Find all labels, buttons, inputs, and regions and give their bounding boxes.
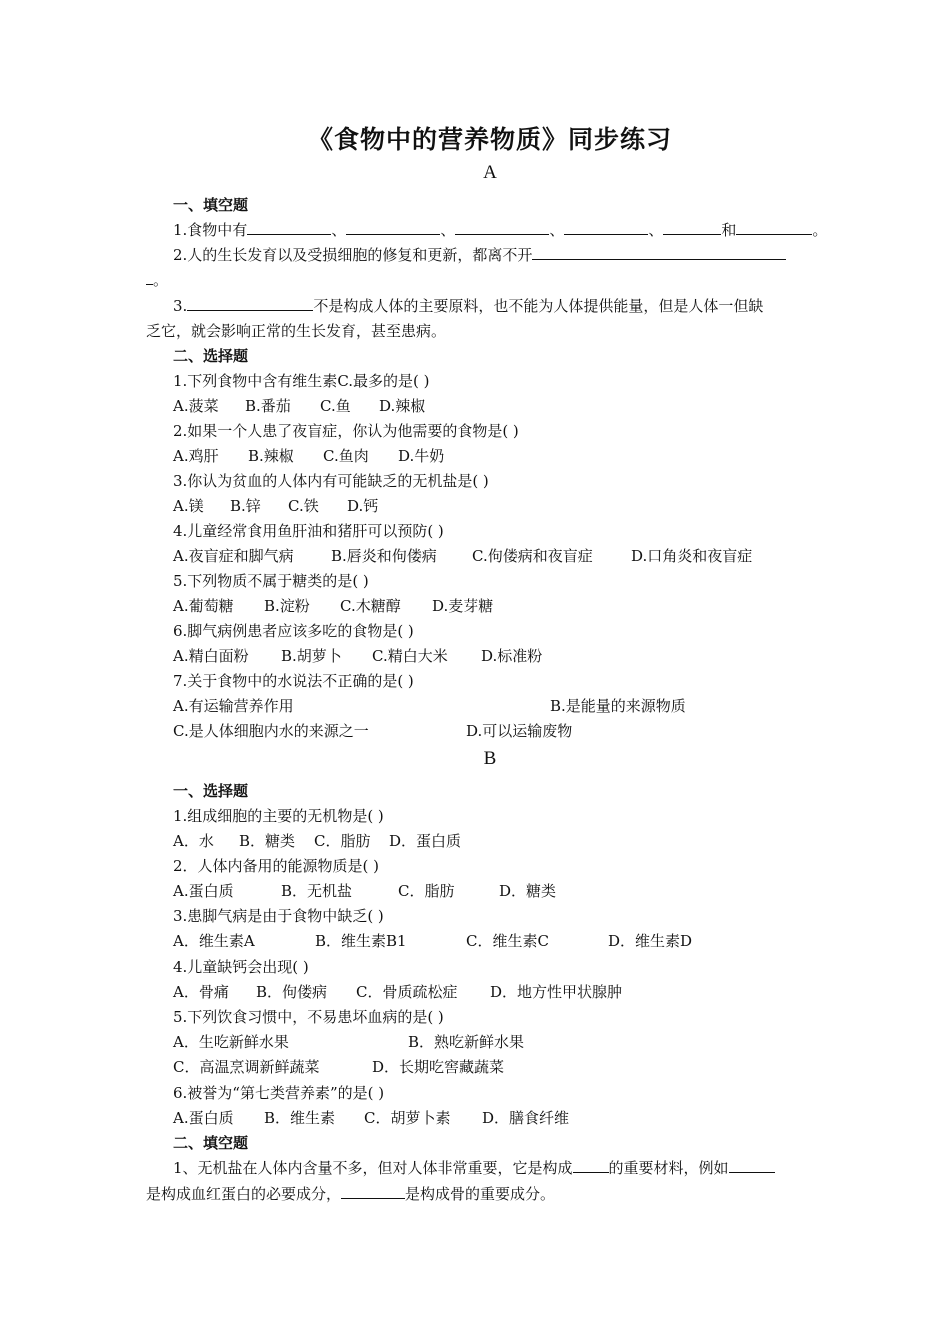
b-choice-q6-options [173, 1108, 569, 1128]
section-b-fill-heading: 二、填空题 [173, 1134, 249, 1152]
option-b[interactable]: B.辣椒 [248, 447, 294, 465]
b-choice-q2-options [173, 881, 556, 901]
b-fill-q1-line2: 是构成血红蛋白的必要成分， 是构成骨的重要成分。 [146, 1185, 556, 1203]
option-d[interactable]: D．糖类 [499, 882, 557, 900]
option-b[interactable]: B.番茄 [245, 397, 291, 415]
option-a[interactable]: A.鸡肝 [173, 447, 219, 465]
option-b[interactable]: B．维生素B1 [315, 932, 407, 950]
option-b[interactable]: B.是能量的来源物质 [550, 697, 686, 715]
option-a[interactable]: A.夜盲症和脚气病 [173, 547, 294, 565]
option-c[interactable]: C．维生素C [466, 932, 549, 950]
option-c[interactable]: C．脂肪 [314, 832, 371, 850]
option-c[interactable]: C.铁 [288, 497, 319, 515]
option-b[interactable]: B.锌 [230, 497, 261, 515]
b-choice-q4: 4.儿童缺钙会出现( ) [173, 958, 309, 976]
a-choice-q1: 1.下列食物中含有维生素C.最多的是( ) [173, 372, 430, 390]
option-d[interactable]: D.牛奶 [398, 447, 445, 465]
a-choice-q6-options [173, 646, 542, 666]
option-a[interactable]: A.有运输营养作用 [173, 697, 294, 715]
option-d[interactable]: D．维生素D [608, 932, 693, 950]
a-fill-q2-end: 。 [146, 270, 168, 290]
option-d[interactable]: D.麦芽糖 [432, 597, 494, 615]
option-c[interactable]: C.佝偻病和夜盲症 [472, 547, 593, 565]
option-c[interactable]: C.精白大米 [372, 647, 448, 665]
option-a[interactable]: A.镁 [173, 497, 204, 515]
option-d[interactable]: D.标准粉 [481, 647, 543, 665]
option-a[interactable]: A.蛋白质 [173, 882, 234, 900]
option-c[interactable]: C.鱼 [320, 397, 351, 415]
section-b-choice-heading: 一、选择题 [173, 782, 249, 800]
b-choice-q5-options-row1 [173, 1032, 524, 1052]
option-d[interactable]: D．膳食纤维 [482, 1109, 570, 1127]
section-a-fill-heading: 一、填空题 [173, 196, 249, 214]
a-choice-q7-options-row1 [173, 696, 686, 716]
a-choice-q3: 3.你认为贫血的人体内有可能缺乏的无机盐是( ) [173, 472, 489, 490]
option-b[interactable]: B．糖类 [239, 832, 296, 850]
option-d[interactable]: D．长期吃窖藏蔬菜 [372, 1058, 505, 1076]
option-c[interactable]: C.是人体细胞内水的来源之一 [173, 722, 369, 740]
a-choice-q3-options [173, 496, 378, 516]
a-choice-q7: 7.关于食物中的水说法不正确的是( ) [173, 672, 414, 690]
option-c[interactable]: C．骨质疏松症 [356, 983, 458, 1001]
option-b[interactable]: B.胡萝卜 [281, 647, 342, 665]
page-title: 《食物中的营养物质》同步练习 [307, 125, 672, 154]
b-choice-q1-options [173, 831, 461, 851]
b-choice-q6: 6.被誉为“第七类营养素”的是( ) [173, 1084, 385, 1102]
a-choice-q7-options-row2 [173, 721, 572, 741]
option-a[interactable]: A．水 [173, 832, 214, 850]
a-choice-q2: 2.如果一个人患了夜盲症，你认为他需要的食物是( ) [173, 422, 519, 440]
section-b-label: B [483, 748, 497, 769]
b-choice-q1: 1.组成细胞的主要的无机物是( ) [173, 807, 384, 825]
option-c[interactable]: C．胡萝卜素 [364, 1109, 451, 1127]
b-choice-q3: 3.患脚气病是由于食物中缺乏( ) [173, 907, 384, 925]
option-a[interactable]: A.菠菜 [173, 397, 219, 415]
option-a[interactable]: A．骨痛 [173, 983, 229, 1001]
a-choice-q5-options [173, 596, 493, 616]
option-b[interactable]: B.淀粉 [264, 597, 310, 615]
option-b[interactable]: B.唇炎和佝偻病 [331, 547, 437, 565]
a-fill-q1: 1.食物中有 、 、 、 、 和 。 [173, 221, 828, 239]
a-choice-q2-options [173, 446, 444, 466]
option-d[interactable]: D．蛋白质 [389, 832, 462, 850]
option-a[interactable]: A.蛋白质 [173, 1109, 234, 1127]
b-choice-q2: 2．人体内备用的能源物质是( ) [173, 857, 380, 875]
a-choice-q4-options [173, 546, 752, 566]
option-c[interactable]: C．高温烹调新鲜蔬菜 [173, 1058, 320, 1076]
b-choice-q5-options-row2 [173, 1057, 504, 1077]
option-a[interactable]: A.葡萄糖 [173, 597, 234, 615]
option-c[interactable]: C.鱼肉 [323, 447, 369, 465]
a-fill-q3: 3. 不是构成人体的主要原料，也不能为人体提供能量，但是人体一但缺 [173, 297, 764, 315]
b-choice-q4-options [173, 982, 622, 1002]
option-c[interactable]: C．脂肪 [398, 882, 455, 900]
option-a[interactable]: A．生吃新鲜水果 [173, 1033, 289, 1051]
option-c[interactable]: C.木糖醇 [340, 597, 401, 615]
option-d[interactable]: D.辣椒 [379, 397, 426, 415]
option-b[interactable]: B．佝偻病 [256, 983, 328, 1001]
a-choice-q5: 5.下列物质不属于糖类的是( ) [173, 572, 369, 590]
option-d[interactable]: D.口角炎和夜盲症 [631, 547, 753, 565]
b-choice-q3-options [173, 931, 692, 951]
option-b[interactable]: B．熟吃新鲜水果 [408, 1033, 525, 1051]
section-a-choice-heading: 二、选择题 [173, 347, 249, 365]
option-b[interactable]: B．维生素 [264, 1109, 336, 1127]
a-choice-q1-options [173, 396, 425, 416]
a-fill-q2: 2.人的生长发育以及受损细胞的修复和更新，都离不开 [173, 245, 786, 265]
b-choice-q5: 5.下列饮食习惯中，不易患坏血病的是( ) [173, 1008, 444, 1026]
option-b[interactable]: B．无机盐 [281, 882, 353, 900]
section-a-label: A [483, 162, 497, 183]
a-fill-q3-line2: 乏它，就会影响正常的生长发育，甚至患病。 [146, 322, 447, 340]
option-d[interactable]: D.钙 [347, 497, 379, 515]
option-a[interactable]: A．维生素A [173, 932, 255, 950]
option-d[interactable]: D.可以运输废物 [466, 722, 573, 740]
option-a[interactable]: A.精白面粉 [173, 647, 249, 665]
b-fill-q1: 1、无机盐在人体内含量不多，但对人体非常重要，它是构成 的重要材料，例如 [173, 1158, 775, 1178]
option-d[interactable]: D．地方性甲状腺肿 [490, 983, 623, 1001]
a-choice-q4: 4.儿童经常食用鱼肝油和猪肝可以预防( ) [173, 522, 444, 540]
a-choice-q6: 6.脚气病例患者应该多吃的食物是( ) [173, 622, 414, 640]
